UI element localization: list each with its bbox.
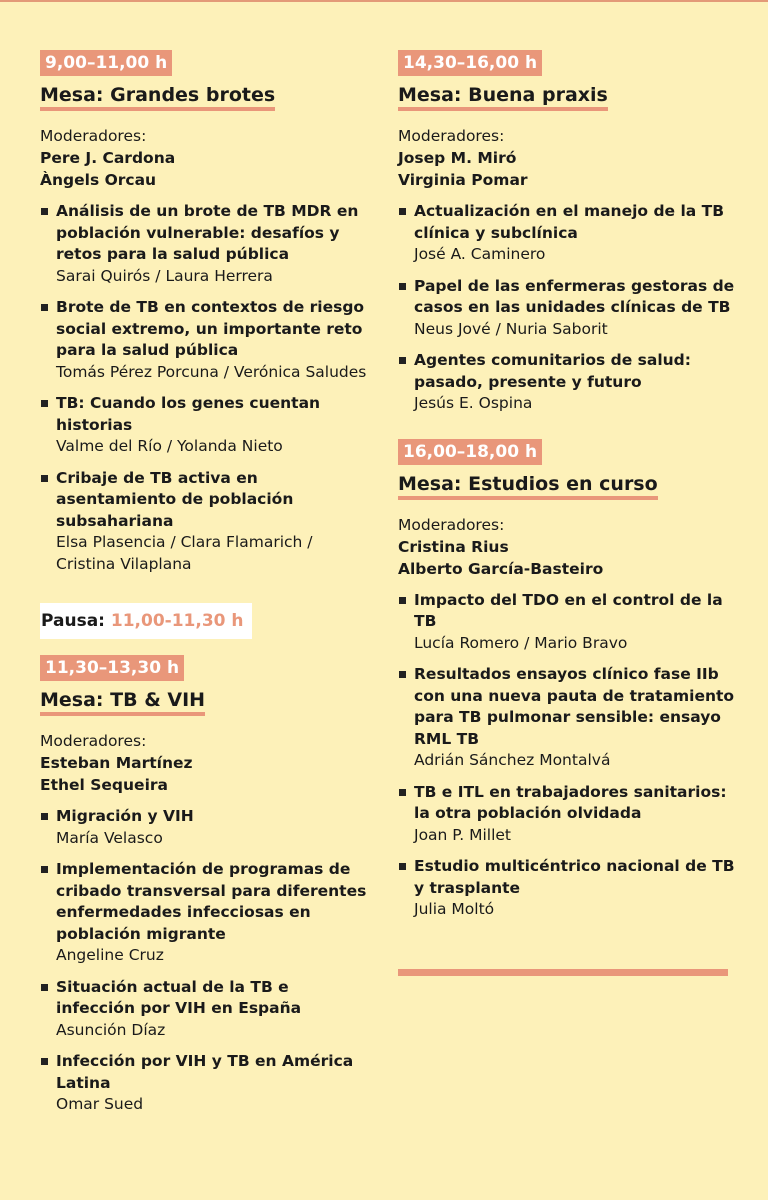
moderators-label: Moderadores: (40, 732, 147, 750)
moderator-name: Ethel Sequeira (40, 776, 168, 794)
talk-item (398, 782, 738, 847)
time-badge: 16,00–18,00 h (398, 439, 542, 465)
moderators (40, 125, 370, 191)
session-tb-vih (40, 655, 370, 1116)
talk-speakers: Joan P. Millet (414, 825, 511, 844)
talk-speakers: María Velasco (56, 828, 163, 847)
left-column (40, 50, 370, 1126)
talk-item (40, 1051, 370, 1116)
moderators-label: Moderadores: (40, 127, 147, 145)
talk-item (398, 856, 738, 921)
session-title: Mesa: Buena praxis (398, 84, 608, 111)
talk-speakers: Adrián Sánchez Montalvá (414, 751, 611, 769)
moderator-name: Esteban Martínez (40, 754, 193, 772)
talk-title: Actualización en el manejo de la TB clínica y subclínica (414, 202, 725, 242)
moderator-name: Àngels Orcau (40, 171, 157, 189)
talk-item (398, 590, 738, 655)
talk-item (398, 664, 738, 772)
pause-banner (40, 603, 252, 639)
session-title: Mesa: Grandes brotes (40, 84, 275, 111)
talk-speakers: Sarai Quirós / Laura Herrera (56, 266, 273, 285)
talk-list (40, 201, 370, 575)
talk-title: Implementación de programas de cribado transversal para diferentes enfermedades infecciosas en población migrante (56, 860, 367, 943)
moderator-name: Josep M. Miró (398, 149, 517, 167)
talk-title: Papel de las enfermeras gestoras de casos en las unidades clínicas de TB (414, 276, 735, 316)
talk-title: Infección por VIH y TB en América Latina (56, 1052, 354, 1092)
talk-title: Resultados ensayos clínico fase IIb con una nueva pauta de tratamiento para TB pulmonar sensible: ensayo RML TB (414, 665, 735, 748)
talk-title: Brote de TB en contextos de riesgo social extremo, un importante reto para la salud pública (56, 298, 365, 359)
moderators (398, 514, 738, 580)
end-divider (398, 969, 728, 976)
moderators (398, 125, 738, 191)
talk-item (40, 201, 370, 287)
talk-speakers: Valme del Río / Yolanda Nieto (56, 437, 283, 455)
pause-label: Pausa: (41, 611, 105, 631)
moderator-name: Virginia Pomar (398, 171, 528, 189)
moderators (40, 730, 370, 796)
time-badge: 9,00–11,00 h (40, 50, 172, 76)
talk-title: Cribaje de TB activa en asentamiento de población subsahariana (56, 468, 294, 530)
talk-list (398, 201, 738, 415)
talk-speakers: Asunción Díaz (56, 1020, 166, 1039)
talk-item (398, 276, 738, 341)
right-column (398, 50, 738, 976)
talk-item (398, 350, 738, 415)
moderator-name: Alberto García-Basteiro (398, 559, 604, 578)
time-badge: 11,30–13,30 h (40, 655, 184, 681)
talk-speakers: Lucía Romero / Mario Bravo (414, 633, 628, 652)
talk-title: Situación actual de la TB e infección por VIH en España (56, 977, 302, 1017)
moderator-name: Cristina Rius (398, 537, 509, 556)
session-title: Mesa: TB & VIH (40, 689, 205, 716)
talk-speakers: Julia Moltó (414, 900, 495, 918)
talk-title: TB e ITL en trabajadores sanitarios: la otra población olvidada (414, 782, 727, 822)
talk-list (40, 806, 370, 1116)
talk-title: Estudio multicéntrico nacional de TB y trasplante (414, 857, 735, 897)
talk-speakers: Jesús E. Ospina (414, 394, 533, 412)
talk-item (40, 859, 370, 967)
talk-speakers: Neus Jové / Nuria Saborit (414, 319, 608, 338)
talk-title: Impacto del TDO en el control de la TB (414, 590, 723, 630)
talk-speakers: Tomás Pérez Porcuna / Verónica Saludes (56, 362, 367, 381)
session-grandes-brotes (40, 50, 370, 575)
talk-title: Migración y VIH (56, 807, 194, 825)
session-title: Mesa: Estudios en curso (398, 473, 658, 500)
talk-item (40, 297, 370, 383)
moderators-label: Moderadores: (398, 515, 505, 534)
time-badge: 14,30–16,00 h (398, 50, 542, 76)
talk-speakers: Omar Sued (56, 1095, 144, 1113)
moderators-label: Moderadores: (398, 127, 505, 145)
talk-item (40, 468, 370, 576)
pause-time: 11,00-11,30 h (110, 611, 244, 631)
talk-speakers: José A. Caminero (414, 245, 546, 263)
talk-item (398, 201, 738, 266)
talk-item (40, 806, 370, 849)
top-divider (0, 0, 768, 2)
talk-title: TB: Cuando los genes cuentan historias (56, 394, 321, 434)
talk-speakers: Elsa Plasencia / Clara Flamarich / Cristina Vilaplana (56, 533, 313, 573)
talk-item (40, 393, 370, 458)
talk-item (40, 977, 370, 1042)
moderator-name: Pere J. Cardona (40, 149, 176, 167)
session-buena-praxis (398, 50, 738, 415)
session-estudios-en-curso (398, 439, 738, 921)
talk-list (398, 590, 738, 921)
talk-title: Análisis de un brote de TB MDR en población vulnerable: desafíos y retos para la salud pública (56, 202, 359, 263)
talk-title: Agentes comunitarios de salud: pasado, presente y futuro (414, 351, 691, 391)
talk-speakers: Angeline Cruz (56, 946, 164, 964)
